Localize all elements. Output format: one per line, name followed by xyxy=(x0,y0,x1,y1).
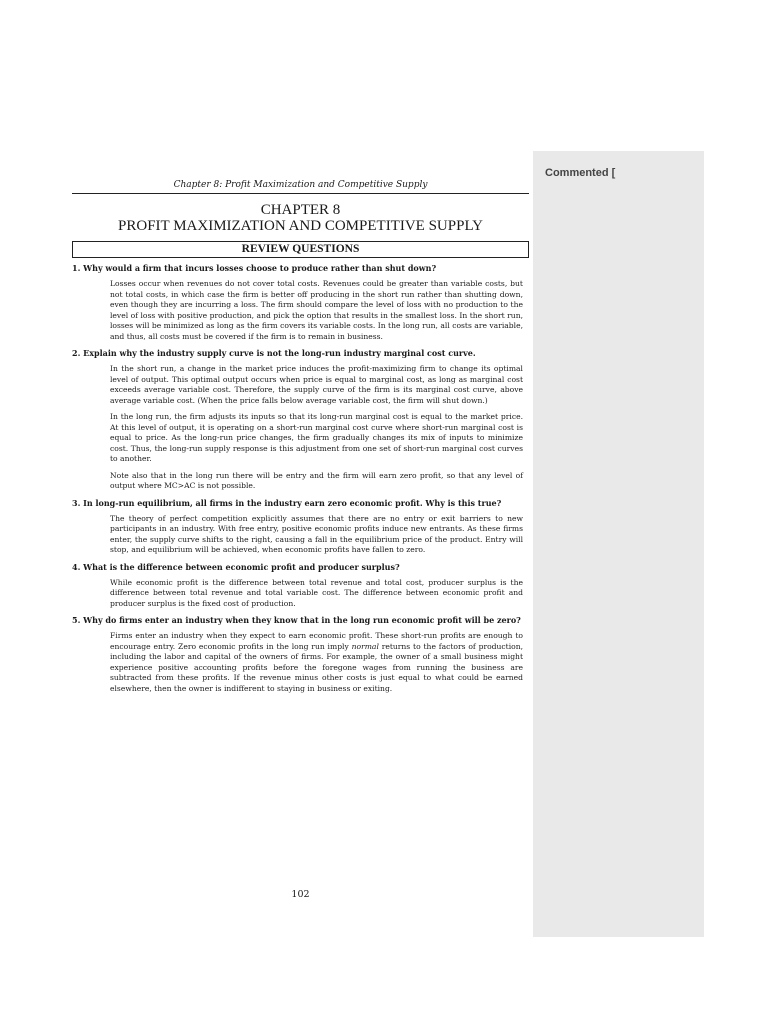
comments-pane-title: Commented [ xyxy=(545,167,616,179)
running-head: Chapter 8: Profit Maximization and Competitive Supply xyxy=(72,180,529,194)
section-heading: REVIEW QUESTIONS xyxy=(72,241,529,258)
question-2: 2. Explain why the industry supply curve is not the long-run industry marginal cost curve. xyxy=(72,348,476,358)
question-4: 4. What is the difference between economic profit and producer surplus? xyxy=(72,561,400,572)
chapter-title: PROFIT MAXIMIZATION AND COMPETITIVE SUPPLY xyxy=(118,218,483,234)
answer-4: While economic profit is the difference between total revenue and total cost, producer surplus is the difference between total revenue and total variable cost. The difference between economic profit and producer surplus is the fixed cost of production. xyxy=(110,577,523,608)
answer-5-text-before: Firms enter an industry when they expect to earn economic profit. These short-run profits are enough to encourage entry. Zero economic profits in the long run imply xyxy=(110,631,523,651)
answer-5-emphasis: normal xyxy=(351,641,379,651)
answer-5 xyxy=(110,631,523,694)
question-5: 5. Why do firms enter an industry when they know that in the long run economic profit will be zero? xyxy=(72,615,521,625)
answer-5-text-after: returns to the factors of production, including the labor and capital of the owners of firms. For example, the owner of a small business might experience positive accounting profits before the foregone wages from running the business are subtracted from these profits. If the revenue minus other costs is just equal to what could be earned elsewhere, then the owner is indifferent to staying in business or exiting. xyxy=(110,641,524,693)
answer-2-paragraph-3: Note also that in the long run there will be entry and the firm will earn zero profit, so that any level of output where MC>AC is not possible. xyxy=(110,470,523,490)
answer-2-paragraph-2: In the long run, the firm adjusts its inputs so that its long-run marginal cost is equal to the market price. At this level of output, it is operating on a short-run marginal cost curve where short-run marginal cost is equal to price. As the long-run price changes, the firm gradually changes its mix of inputs to minimize cost. Thus, the long-run supply response is this adjustment from one set of short-run marginal cost curves to another. xyxy=(110,412,523,463)
answer-2-paragraph-1: In the short run, a change in the market price induces the profit-maximizing firm to change its optimal level of output. This optimal output occurs when price is equal to marginal cost, as long as marginal cost exceeds average variable cost. Therefore, the supply curve of the firm is its marginal cost curve, above average variable cost. (When the price falls below average variable cost, the firm will shut down.) xyxy=(110,364,523,405)
question-1: 1. Why would a firm that incurs losses choose to produce rather than shut down? xyxy=(72,263,437,273)
comments-pane xyxy=(533,151,704,937)
question-3: 3. In long-run equilibrium, all firms in the industry earn zero economic profit. Why is this true? xyxy=(72,497,502,508)
answer-1: Losses occur when revenues do not cover total costs. Revenues could be greater than variable costs, but not total costs, in which case the firm is better off producing in the short run rather than shutting down, even though they are incurring a loss. The firm should compare the level of loss with no production to the level of loss with positive production, and pick the option that results in the smallest loss. In the short run, losses will be minimized as long as the firm covers its variable costs. In the long run, all costs are variable, and thus, all costs must be covered if the firm is to remain in business. xyxy=(110,279,523,341)
document-page xyxy=(72,180,529,700)
chapter-number: CHAPTER 8 xyxy=(260,202,341,218)
page-number: 102 xyxy=(291,889,310,900)
answer-3: The theory of perfect competition explicitly assumes that there are no entry or exit barriers to new participants in an industry. With free entry, positive economic profits induce new entrants. As these firms enter, the supply curve shifts to the right, causing a fall in the equilibrium price of the product. Entry will stop, and equilibrium will be achieved, when economic profits have fallen to zero. xyxy=(110,513,523,554)
